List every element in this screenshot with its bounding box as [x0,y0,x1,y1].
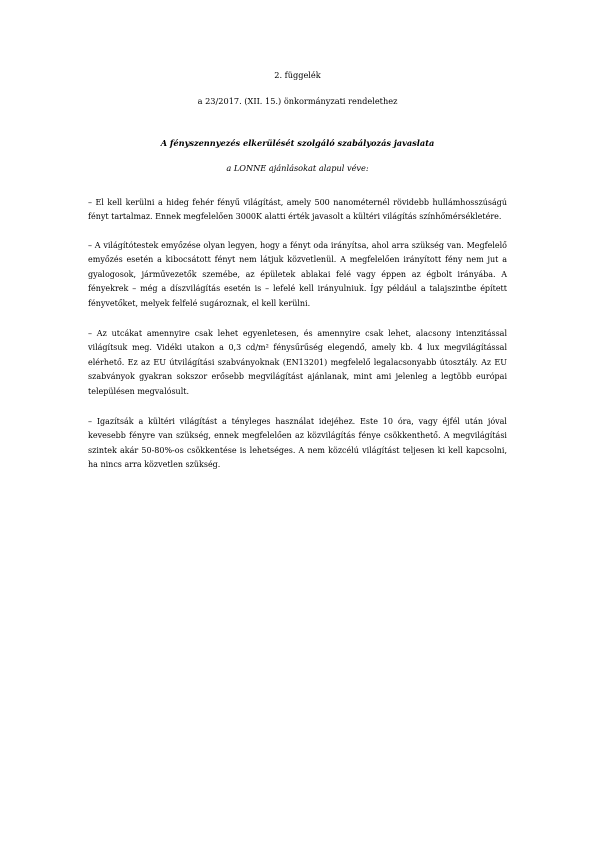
annex-label: 2. függelék [274,70,321,80]
paragraph-timing: – Igazítsák a kültéri világítást a tényleges használat idejéhez. Este 10 óra, vagy éjfél után jóval kevesebb fényre van szükség, ennek megfelelően az közvilágítás fénye csökkenthető. A megvilágítási szintek akár 50-80%-os csökkentése is lehetséges. A nem közcélú világítást teljesen ki kell kapcsolni, ha nincs arra közvetlen szükség. [88,417,507,470]
document-subtitle: a LONNE ajánlásokat alapul véve: [226,163,369,173]
decree-reference: a 23/2017. (XII. 15.) önkormányzati rendelethez [197,96,398,106]
paragraph-shielding: – A világítótestek emyőzése olyan legyen, hogy a fényt oda irányítsa, ahol arra szükség van. Megfelelő emyőzés esetén a kibocsátott fényt nem látjuk közvetlenül. A megfelelően irányított fény nem jut a gyalogosok, járművezetők szemébe, az épületek ablakai felé vagy éppen az égbolt irányába. A fényekrek – még a díszvilágítás esetén is – lefelé kell irányulniuk. Így például a talajszintbe épített fényvetőket, melyek felfelé sugároznak, el kell kerülni. [88,241,507,308]
document-title: A fényszennyezés elkerülését szolgáló szabályozás javaslata [160,138,435,148]
paragraph-intensity: – Az utcákat amennyire csak lehet egyenletesen, és amennyire csak lehet, alacsony intenzitással világítsuk meg. Vidéki utakon a 0,3 cd/m² fénysűrűség elegendő, amely kb. 4 lux megvilágítással elérhető. Ez az EU útvilágítási szabványoknak (EN13201) megfelelő legalacsonyabb útosztály. Az EU szabványok gyakran sokszor erősebb megvilágítást ajánlanak, mint ami jelenleg a legtöbb európai településen megvalósult. [88,329,507,396]
paragraph-color-temperature: – El kell kerülni a hideg fehér fényű világítást, amely 500 nanométernél rövidebb hullámhosszúságú fényt tartalmaz. Ennek megfelelően 3000K alatti érték javasolt a kültéri világítás színhőmérsékletére. [88,198,507,222]
